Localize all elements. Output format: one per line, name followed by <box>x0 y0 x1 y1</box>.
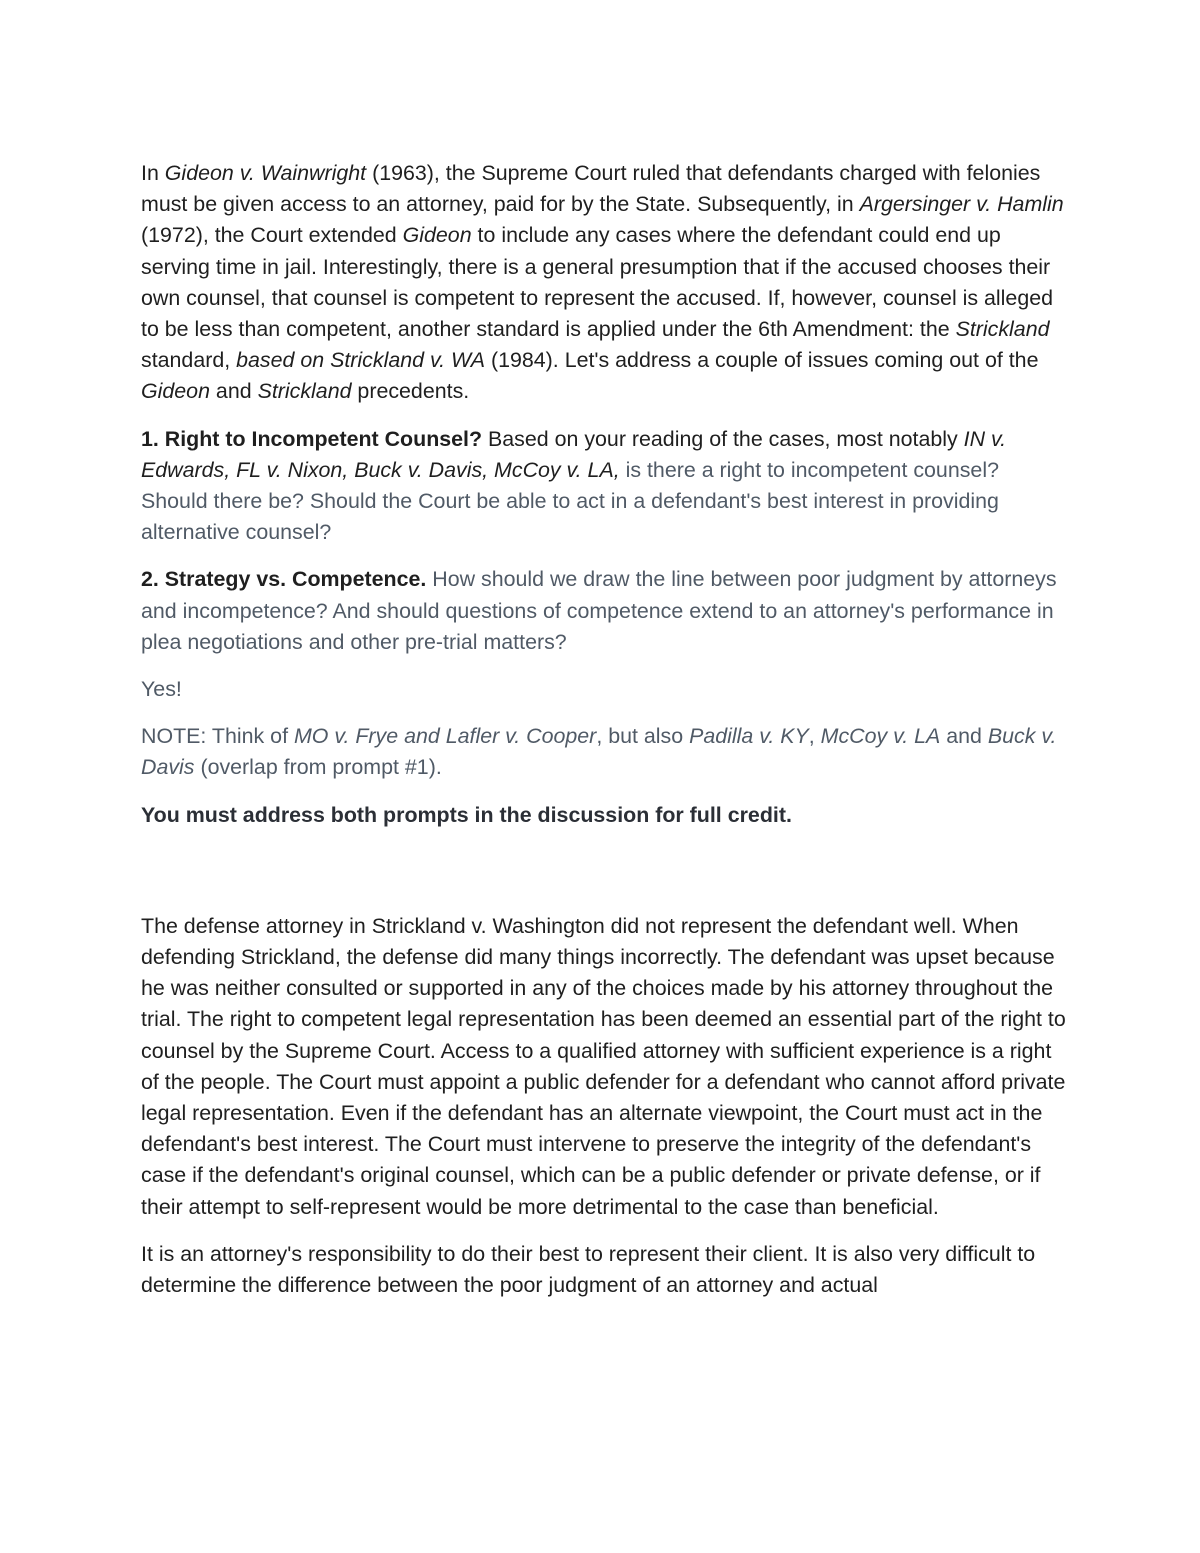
intro-text: and <box>209 379 258 404</box>
note-text: and <box>940 724 988 749</box>
case-name-gideon-short: Gideon <box>402 223 472 248</box>
requirement-note: You must address both prompts in the discussion for full credit. <box>141 802 792 827</box>
prompt-1-heading: 1. Right to Incompetent Counsel? <box>141 426 483 451</box>
note-case-buck: Buck v. Davis <box>141 724 1057 780</box>
intro-text: (1972), the Court extended <box>141 223 403 248</box>
document-page <box>141 158 1071 1317</box>
intro-text: standard, <box>141 348 237 373</box>
intro-text: precedents. <box>351 379 470 404</box>
intro-paragraph <box>141 158 1071 408</box>
note-case-mccoy: McCoy v. LA <box>820 724 941 749</box>
case-name-strickland: Strickland <box>257 379 352 404</box>
case-name-gideon: Gideon v. Wainwright <box>164 161 367 185</box>
case-name-strickland-wa: based on Strickland v. WA <box>236 348 486 373</box>
prompt-1-paragraph <box>141 424 1071 549</box>
blank-space <box>141 847 1071 911</box>
case-name-argersinger: Argersinger v. Hamlin <box>859 192 1064 217</box>
prompt-1-text: Based on your reading of the cases, most notably <box>482 426 964 451</box>
case-name-gideon-short: Gideon <box>141 379 210 404</box>
note-cases: MO v. Frye and Lafler v. Cooper <box>293 724 597 749</box>
note-text: , <box>808 724 821 749</box>
prompt-2-paragraph <box>141 564 1071 658</box>
answer-paragraph-1: The defense attorney in Strickland v. Washington did not represent the defendant well. When defending Strickland, the defense did many things incorrectly. The defendant was upset because he was neither consulted or supported in any of the choices made by his attorney throughout the trial. The right to competent legal representation has been deemed an essential part of the right to counsel by the Supreme Court. Access to a qualified attorney with sufficient experience is a right of the people. The Court must appoint a public defender for a defendant who cannot afford private legal representation. Even if the defendant has an alternate viewpoint, the Court must act in the defendant's best interest. The Court must intervene to preserve the integrity of the defendant's case if the defendant's original counsel, which can be a public defender or private defense, or if their attempt to self-represent would be more detrimental to the case than beneficial. <box>141 913 1066 1219</box>
prompt-2-question: How should we draw the line between poor judgment by attorneys and incompetence? And should questions of competence extend to an attorney's performance in plea negotiations and other pre-trial matters? <box>141 567 1057 654</box>
prompt-2-heading: 2. Strategy vs. Competence. <box>141 567 427 592</box>
note-text: (overlap from prompt #1). <box>194 755 442 780</box>
answer-paragraph-2: It is an attorney's responsibility to do their best to represent their client. It is also very difficult to determine the difference between the poor judgment of an attorney and actual <box>141 1241 1036 1298</box>
note-paragraph <box>141 721 1071 783</box>
intro-text: (1984). Let's address a couple of issues coming out of the <box>485 348 1039 373</box>
prompt-1-question: is there a right to incompetent counsel? Should there be? Should the Court be able to act in a defendant's best interest in providing alternative counsel? <box>141 457 999 545</box>
yes-line: Yes! <box>141 677 182 702</box>
prompt-1-cases: IN v. Edwards, FL v. Nixon, Buck v. Davis, McCoy v. LA, <box>141 426 1007 482</box>
case-name-strickland: Strickland <box>955 317 1050 342</box>
note-text: NOTE: Think of <box>141 724 294 749</box>
intro-text: to include any cases where the defendant could end up serving time in jail. Interestingly, there is a general presumption that if the accused chooses their own counsel, that counsel is competent to represent the accused. If, however, counsel is alleged to be less than competent, another standard is applied under the 6th Amendment: the <box>141 223 1054 342</box>
intro-text: (1963), the Supreme Court ruled that defendants charged with felonies must be given access to an attorney, paid for by the State. Subsequently, in <box>141 161 1041 217</box>
intro-text: In <box>141 161 165 185</box>
note-case-padilla: Padilla v. KY <box>689 724 809 749</box>
note-text: , but also <box>596 724 690 749</box>
